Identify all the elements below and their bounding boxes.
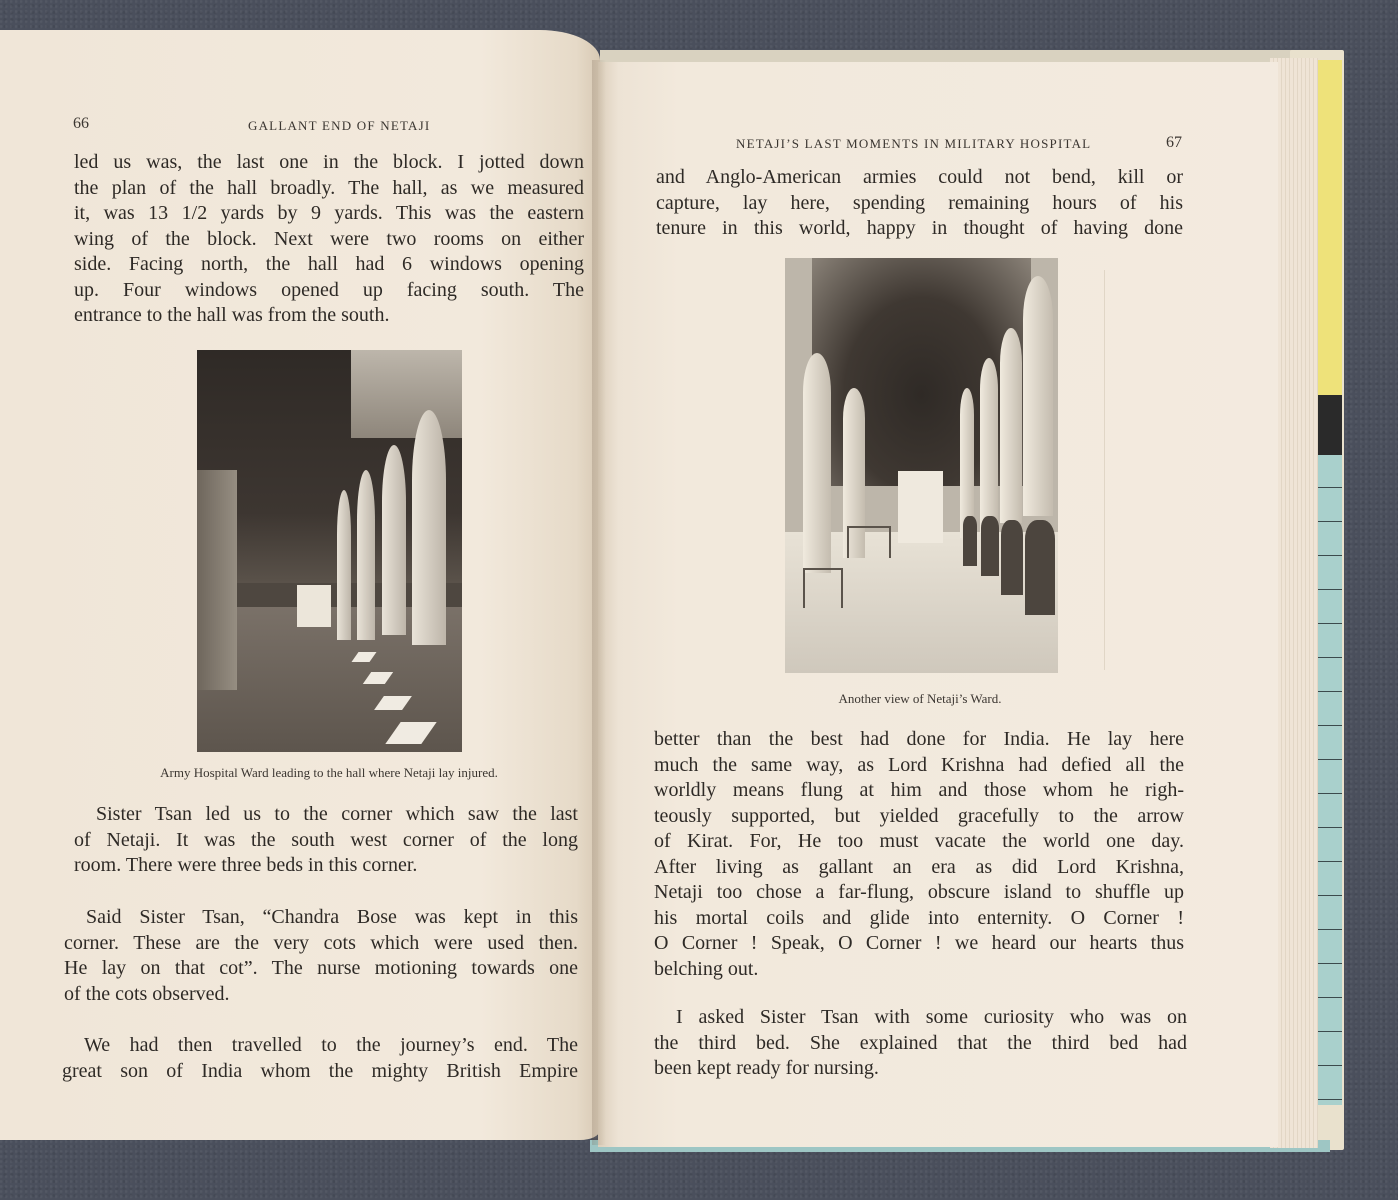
text-line: capture, lay here, spending remaining hours of his bbox=[656, 191, 1183, 214]
photo-mount-edge bbox=[1058, 270, 1105, 670]
right-figure-caption: Another view of Netaji’s Ward. bbox=[838, 691, 1002, 706]
left-page-number: 66 bbox=[73, 115, 89, 132]
left-paragraph-2 bbox=[74, 802, 578, 879]
left-paragraph-3 bbox=[64, 905, 578, 1007]
photo-left-column bbox=[803, 353, 831, 573]
photo-army-hospital-ward bbox=[197, 350, 462, 752]
text-line: of the cots observed. bbox=[64, 982, 230, 1005]
text-line: led us was, the last one in the block. I jotted down bbox=[74, 151, 584, 173]
text-line: belching out. bbox=[654, 957, 759, 980]
book-gutter bbox=[592, 60, 606, 1145]
photo-wall bbox=[197, 470, 237, 690]
text-line: I asked Sister Tsan with some curiosity who was on bbox=[676, 1006, 1187, 1028]
right-paragraph-3 bbox=[654, 1005, 1187, 1082]
text-line: been kept ready for nursing. bbox=[654, 1057, 879, 1079]
text-line: great son of India whom the mighty British Empire bbox=[62, 1059, 578, 1082]
photo-right-arch bbox=[1000, 328, 1022, 523]
text-line: Said Sister Tsan, “Chandra Bose was kept in this bbox=[86, 906, 578, 928]
photo-chair bbox=[803, 568, 843, 608]
photo-arch bbox=[382, 445, 406, 635]
text-line: After living as gallant an era as did Lord Krishna, bbox=[654, 855, 1184, 878]
photo-table bbox=[847, 526, 891, 558]
text-line: He lay on that cot”. The nurse motioning towards one bbox=[64, 957, 578, 979]
photo-bed bbox=[981, 516, 999, 576]
photo-arch bbox=[337, 490, 351, 640]
dust-jacket-yellow-strip bbox=[1318, 60, 1342, 440]
photo-doorway bbox=[297, 585, 331, 627]
text-line: corner. These are the very cots which were used then. bbox=[64, 931, 578, 954]
text-line: of Netaji. It was the south west corner of the long bbox=[74, 828, 578, 851]
text-line: tenure in this world, happy in thought of having done bbox=[656, 217, 1183, 239]
text-line: it, was 13 1/2 yards by 9 yards. This was the eastern bbox=[74, 202, 584, 224]
text-line: Sister Tsan led us to the corner which saw the last bbox=[96, 803, 578, 825]
left-figure-caption: Army Hospital Ward leading to the hall where Netaji lay injured. bbox=[160, 765, 498, 780]
text-line: his mortal coils and glide into enternity. O Corner ! bbox=[654, 906, 1184, 929]
text-line: side. Facing north, the hall had 6 windows opening bbox=[74, 253, 584, 275]
dust-jacket-teal-strip bbox=[1318, 455, 1342, 1105]
left-running-head: GALLANT END OF NETAJI bbox=[248, 118, 431, 133]
photo-sky bbox=[351, 350, 462, 438]
photo-right-arch bbox=[1023, 276, 1053, 516]
photo-arch bbox=[412, 410, 446, 645]
text-line: and Anglo-American armies could not bend, kill or bbox=[656, 166, 1183, 188]
right-paragraph-2 bbox=[654, 727, 1184, 982]
photo-arch bbox=[357, 470, 375, 640]
right-top-paragraph bbox=[656, 165, 1183, 242]
text-line: up. Four windows opened up facing south. The bbox=[74, 278, 584, 301]
left-paragraph-4 bbox=[62, 1033, 578, 1084]
photo-bed bbox=[1001, 520, 1023, 595]
text-line: Netaji too chose a far-flung, obscure island to shuffle up bbox=[654, 881, 1184, 903]
text-line: worldly means flung at him and those whom he righ- bbox=[654, 779, 1184, 801]
photo-bed bbox=[963, 516, 977, 566]
photo-right-arch bbox=[980, 358, 998, 533]
text-line: entrance to the hall was from the south. bbox=[74, 304, 390, 326]
text-line: much the same way, as Lord Krishna had defied all the bbox=[654, 753, 1184, 776]
text-line: We had then travelled to the journey’s end. The bbox=[84, 1034, 578, 1056]
photo-netaji-ward bbox=[785, 258, 1058, 673]
photo-bed bbox=[1025, 520, 1055, 615]
text-line: room. There were three beds in this corner. bbox=[74, 854, 418, 876]
dust-jacket-black-strip bbox=[1316, 395, 1342, 455]
left-top-paragraph bbox=[74, 150, 584, 329]
text-line: the plan of the hall broadly. The hall, as we measured bbox=[74, 176, 584, 199]
right-page-number: 67 bbox=[1166, 134, 1182, 151]
text-line: wing of the block. Next were two rooms on either bbox=[74, 227, 584, 250]
text-line: the third bed. She explained that the third bed had bbox=[654, 1031, 1187, 1054]
photo-doorway bbox=[898, 471, 943, 543]
text-line: O Corner ! Speak, O Corner ! we heard our hearts thus bbox=[654, 932, 1184, 954]
text-line: better than the best had done for India. He lay here bbox=[654, 728, 1184, 750]
text-line: of Kirat. For, He too must vacate the world one day. bbox=[654, 830, 1184, 852]
text-line: teously supported, but yielded gracefully to the arrow bbox=[654, 804, 1184, 827]
right-running-head: NETAJI’S LAST MOMENTS IN MILITARY HOSPITAL bbox=[736, 136, 1092, 151]
